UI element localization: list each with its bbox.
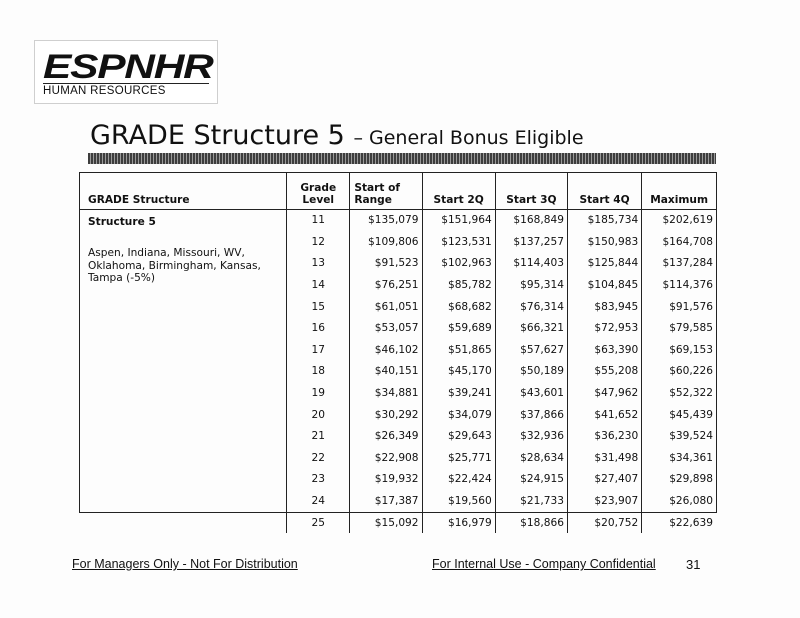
cell-start-3q: $37,866 — [495, 404, 567, 426]
cell-start-4q: $55,208 — [567, 361, 641, 383]
cell-start-3q: $137,257 — [495, 231, 567, 253]
cell-start-4q: $23,907 — [567, 490, 641, 512]
cell-start-2q: $151,964 — [422, 209, 495, 231]
structure-locations: Aspen, Indiana, Missouri, WV, Oklahoma, Birmingham, Kansas, Tampa (-5%) — [88, 247, 261, 284]
title-divider-bar — [88, 153, 716, 164]
cell-grade-level: 22 — [287, 447, 350, 469]
cell-start-of-range: $135,079 — [350, 209, 422, 231]
header-start-3q: Start 3Q — [495, 173, 567, 209]
cell-maximum: $114,376 — [642, 274, 716, 296]
cell-start-of-range: $76,251 — [350, 274, 422, 296]
header-start-4q: Start 4Q — [567, 173, 641, 209]
table-row — [80, 209, 716, 231]
cell-start-4q: $185,734 — [567, 209, 641, 231]
cell-start-2q: $39,241 — [422, 382, 495, 404]
logo-brand: ESPN — [43, 48, 154, 86]
structure-name: Structure 5 — [88, 215, 156, 228]
cell-start-2q: $16,979 — [422, 512, 495, 534]
cell-start-2q: $123,531 — [422, 231, 495, 253]
cell-start-2q: $68,682 — [422, 296, 495, 318]
cell-start-of-range: $19,932 — [350, 469, 422, 491]
cell-start-2q: $25,771 — [422, 447, 495, 469]
header-start-of-range: Start of Range — [350, 173, 422, 209]
cell-start-3q: $168,849 — [495, 209, 567, 231]
cell-maximum: $34,361 — [642, 447, 716, 469]
cell-start-4q: $83,945 — [567, 296, 641, 318]
cell-grade-level: 21 — [287, 425, 350, 447]
cell-start-2q: $51,865 — [422, 339, 495, 361]
cell-grade-level: 19 — [287, 382, 350, 404]
cell-start-3q: $114,403 — [495, 253, 567, 275]
cell-start-3q: $66,321 — [495, 317, 567, 339]
cell-start-2q: $45,170 — [422, 361, 495, 383]
cell-maximum: $26,080 — [642, 490, 716, 512]
grade-structure-table — [80, 173, 716, 533]
cell-start-4q: $31,498 — [567, 447, 641, 469]
cell-start-3q: $18,866 — [495, 512, 567, 534]
cell-start-3q: $28,634 — [495, 447, 567, 469]
page-title-main: GRADE Structure 5 — [90, 120, 345, 151]
page-title-sub: – General Bonus Eligible — [353, 127, 584, 149]
logo-subtitle: HUMAN RESOURCES — [43, 83, 209, 97]
cell-start-of-range: $109,806 — [350, 231, 422, 253]
cell-start-4q: $72,953 — [567, 317, 641, 339]
cell-start-4q: $41,652 — [567, 404, 641, 426]
grade-table-container — [79, 172, 717, 529]
cell-maximum: $164,708 — [642, 231, 716, 253]
cell-grade-level: 20 — [287, 404, 350, 426]
cell-start-of-range: $53,057 — [350, 317, 422, 339]
cell-start-of-range: $26,349 — [350, 425, 422, 447]
cell-start-3q: $76,314 — [495, 296, 567, 318]
cell-maximum: $91,576 — [642, 296, 716, 318]
cell-start-3q: $95,314 — [495, 274, 567, 296]
footer-managers-only: For Managers Only - Not For Distribution — [72, 557, 298, 571]
cell-maximum: $137,284 — [642, 253, 716, 275]
cell-maximum: $79,585 — [642, 317, 716, 339]
page-title — [90, 120, 584, 151]
cell-start-4q: $125,844 — [567, 253, 641, 275]
cell-start-4q: $104,845 — [567, 274, 641, 296]
header-structure: GRADE Structure — [80, 173, 287, 209]
cell-start-2q: $85,782 — [422, 274, 495, 296]
cell-start-of-range: $61,051 — [350, 296, 422, 318]
cell-start-4q: $20,752 — [567, 512, 641, 534]
cell-grade-level: 15 — [287, 296, 350, 318]
cell-grade-level: 18 — [287, 361, 350, 383]
cell-maximum: $39,524 — [642, 425, 716, 447]
cell-maximum: $69,153 — [642, 339, 716, 361]
header-start-2q: Start 2Q — [422, 173, 495, 209]
cell-start-3q: $57,627 — [495, 339, 567, 361]
cell-start-of-range: $34,881 — [350, 382, 422, 404]
espn-hr-logo — [34, 40, 218, 104]
cell-grade-level: 13 — [287, 253, 350, 275]
cell-start-3q: $24,915 — [495, 469, 567, 491]
cell-start-of-range: $30,292 — [350, 404, 422, 426]
cell-grade-level: 12 — [287, 231, 350, 253]
cell-start-2q: $22,424 — [422, 469, 495, 491]
cell-maximum: $29,898 — [642, 469, 716, 491]
cell-grade-level: 11 — [287, 209, 350, 231]
cell-start-of-range: $22,908 — [350, 447, 422, 469]
cell-grade-level: 25 — [287, 512, 350, 534]
cell-maximum: $60,226 — [642, 361, 716, 383]
cell-start-4q: $150,983 — [567, 231, 641, 253]
cell-start-3q: $21,733 — [495, 490, 567, 512]
page-number: 31 — [686, 557, 701, 572]
cell-start-2q: $19,560 — [422, 490, 495, 512]
cell-maximum: $52,322 — [642, 382, 716, 404]
cell-start-4q: $63,390 — [567, 339, 641, 361]
cell-start-3q: $32,936 — [495, 425, 567, 447]
cell-maximum: $22,639 — [642, 512, 716, 534]
logo-division: HR — [153, 48, 213, 86]
cell-start-4q: $36,230 — [567, 425, 641, 447]
cell-start-of-range: $46,102 — [350, 339, 422, 361]
structure-description-cell — [80, 209, 287, 533]
cell-start-3q: $50,189 — [495, 361, 567, 383]
cell-grade-level: 24 — [287, 490, 350, 512]
cell-grade-level: 23 — [287, 469, 350, 491]
cell-start-2q: $34,079 — [422, 404, 495, 426]
cell-start-2q: $29,643 — [422, 425, 495, 447]
cell-start-of-range: $40,151 — [350, 361, 422, 383]
cell-start-4q: $47,962 — [567, 382, 641, 404]
cell-grade-level: 16 — [287, 317, 350, 339]
cell-start-of-range: $15,092 — [350, 512, 422, 534]
cell-start-3q: $43,601 — [495, 382, 567, 404]
logo-wordmark — [43, 50, 213, 84]
cell-maximum: $202,619 — [642, 209, 716, 231]
table-header-row — [80, 173, 716, 209]
cell-grade-level: 17 — [287, 339, 350, 361]
header-maximum: Maximum — [642, 173, 716, 209]
cell-start-4q: $27,407 — [567, 469, 641, 491]
cell-maximum: $45,439 — [642, 404, 716, 426]
cell-grade-level: 14 — [287, 274, 350, 296]
footer-confidential: For Internal Use - Company Confidential — [432, 557, 656, 571]
cell-start-of-range: $17,387 — [350, 490, 422, 512]
header-grade-level: Grade Level — [287, 173, 350, 209]
cell-start-of-range: $91,523 — [350, 253, 422, 275]
cell-start-2q: $59,689 — [422, 317, 495, 339]
cell-start-2q: $102,963 — [422, 253, 495, 275]
